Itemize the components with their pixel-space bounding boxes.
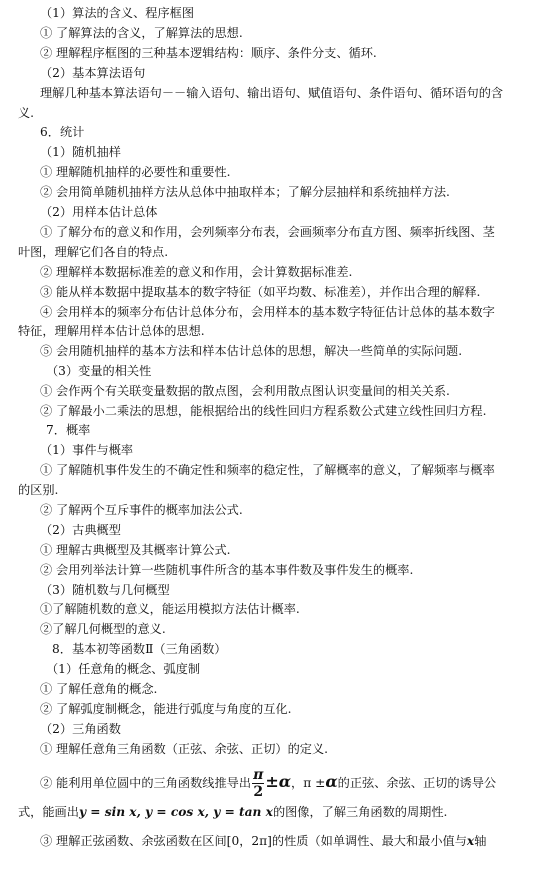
formula-separator: ，π ±	[291, 776, 326, 790]
text-line: ② 会用简单随机抽样方法从总体中抽取样本；了解分层抽样和系统抽样方法.	[40, 185, 450, 199]
x-variable: x	[466, 834, 475, 848]
text-line: ①了解随机数的意义，能运用模拟方法估计概率.	[40, 602, 300, 616]
text-line	[40, 832, 538, 850]
subsection-heading: （1）算法的含义、程序框图	[40, 6, 195, 20]
alpha-symbol: α	[325, 772, 338, 791]
text-line: ① 了解随机事件发生的不确定性和频率的稳定性，了解概率的意义，了解频率与概率	[40, 463, 495, 477]
text-line: ① 理解任意角三角函数（正弦、余弦、正切）的定义.	[40, 742, 329, 756]
text-line: 的区别.	[18, 483, 59, 497]
text-line: ⑤ 会用随机抽样的基本方法和样本估计总体的思想，解决一些简单的实际问题.	[40, 344, 463, 358]
text-line: ② 了解两个互斥事件的概率加法公式.	[40, 503, 243, 517]
subsection-heading: （1）随机抽样	[40, 145, 121, 159]
text-line: ② 了解最小二乘法的思想，能根据给出的线性回归方程系数公式建立线性回归方程.	[40, 404, 487, 418]
trig-functions-formula: y = sin x, y = cos x, y = tan x	[78, 805, 273, 819]
text-line: ① 了解任意角的概念.	[40, 682, 158, 696]
text-line: ① 了解算法的含义，了解算法的思想.	[40, 26, 243, 40]
section-heading: 6．统计	[40, 125, 85, 139]
last-line-prefix: ③ 理解正弦函数、余弦函数在区间[0，2π]的性质（如单调性、最大和最小值与	[40, 834, 467, 848]
text-line: 理解几种基本算法语句－－输入语句、输出语句、赋值语句、条件语句、循环语句的含	[40, 86, 504, 100]
text-line: ① 理解随机抽样的必要性和重要性.	[40, 165, 231, 179]
text-line: ① 了解分布的意义和作用，会列频率分布表，会画频率分布直方图、频率折线图、茎	[40, 225, 495, 239]
text-line: 义.	[18, 106, 35, 120]
graph-prefix: 式，能画出	[18, 805, 79, 819]
fraction-numerator: π	[253, 767, 264, 783]
graph-suffix: 的图像，了解三角函数的周期性.	[272, 805, 448, 819]
subsection-heading: （2）古典概型	[40, 523, 121, 537]
formula-suffix: 的正弦、余弦、正切的诱导公	[337, 776, 497, 790]
subsection-heading: （2）基本算法语句	[40, 66, 146, 80]
formula-prefix: ② 能利用单位圆中的三角函数线推导出	[40, 776, 252, 790]
text-line: ②了解几何概型的意义.	[40, 622, 166, 636]
subsection-heading: （2）用样本估计总体	[40, 205, 158, 219]
subsection-heading: （1）事件与概率	[40, 443, 134, 457]
section-heading: 8．基本初等函数Ⅱ（三角函数）	[52, 642, 227, 656]
fraction-denominator: 2	[253, 784, 264, 800]
text-line: ② 理解样本数据标准差的意义和作用，会计算数据标准差.	[40, 265, 353, 279]
subsection-heading: （3）随机数与几何概型	[40, 583, 170, 597]
text-line: ② 了解弧度制概念，能进行弧度与角度的互化.	[40, 702, 292, 716]
subsection-heading: （1）任意角的概念、弧度制	[46, 662, 201, 676]
text-line: 特征，理解用样本估计总体的思想.	[18, 324, 205, 338]
text-line: ① 理解古典概型及其概率计算公式.	[40, 543, 231, 557]
section-heading: 7．概率	[46, 423, 91, 437]
formula-line	[40, 762, 538, 802]
text-line: ② 会用列举法计算一些随机事件所含的基本事件数及事件发生的概率.	[40, 563, 414, 577]
alpha-symbol: α	[278, 772, 292, 791]
graph-line	[18, 803, 538, 821]
plus-minus-sign: ±	[265, 772, 279, 791]
last-line-suffix: 轴	[474, 834, 487, 848]
text-line: ① 会作两个有关联变量数据的散点图，会利用散点图认识变量间的相关关系.	[40, 384, 450, 398]
pi-over-2-fraction	[252, 768, 264, 799]
text-line: 叶图，理解它们各自的特点.	[18, 245, 169, 259]
subsection-heading: （2）三角函数	[40, 722, 121, 736]
text-line: ③ 能从样本数据中提取基本的数字特征（如平均数、标准差），并作出合理的解释.	[40, 285, 481, 299]
text-line: ② 理解程序框图的三种基本逻辑结构：顺序、条件分支、循环.	[40, 46, 377, 60]
text-line: ④ 会用样本的频率分布估计总体分布，会用样本的基本数字特征估计总体的基本数字	[40, 305, 495, 319]
subsection-heading: （3）变量的相关性	[46, 364, 152, 378]
